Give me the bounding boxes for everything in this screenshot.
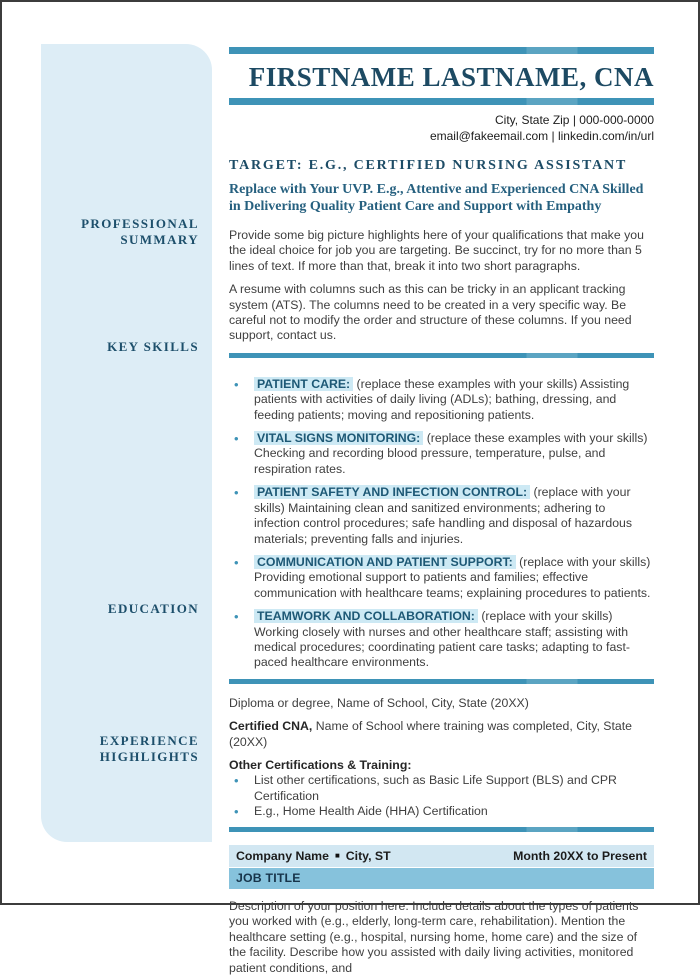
contact-block bbox=[229, 112, 654, 144]
skill-item bbox=[229, 609, 654, 671]
job-title-bar bbox=[229, 868, 654, 889]
skill-desc: (replace with your skills) Providing emotional support to patients and families; effective communication with healthcare teams; explaining procedures to patients. bbox=[254, 554, 651, 600]
summary-paragraph-2: A resume with columns such as this can be tricky in an applicant tracking system (ATS). The columns need to be created in a very specific way. Be careful not to modify the order and structure of these columns. If you need support, contact us. bbox=[229, 282, 632, 343]
skill-text bbox=[254, 555, 654, 601]
skill-item bbox=[229, 485, 654, 547]
section-divider bbox=[229, 353, 654, 358]
other-certifications-heading: Other Certifications & Training: bbox=[229, 757, 412, 772]
skill-desc: (replace with your skills) Maintaining clean and sanitized environments; adhering to infection control procedures; safe handling and disposal of hazardous materials; preventing falls and injuries. bbox=[254, 485, 633, 546]
bullet-icon: • bbox=[234, 803, 239, 819]
education-certified-detail: Name of School where training was completed, City, State (20XX) bbox=[229, 719, 633, 749]
skill-text bbox=[254, 377, 654, 423]
certification-text: E.g., Home Health Aide (HHA) Certification bbox=[254, 803, 488, 818]
employment-dates: Month 20XX to Present bbox=[513, 848, 647, 863]
company-location: City, ST bbox=[345, 848, 391, 863]
skill-desc: (replace these examples with your skills) Assisting patients with activities of daily living (ADLs); bathing, dressing, and feeding patients; moving and repositioning patients. bbox=[254, 376, 630, 422]
education-degree-line: Diploma or degree, Name of School, City, State (20XX) bbox=[229, 695, 529, 710]
skill-text bbox=[254, 609, 654, 671]
target-heading: TARGET: E.G., CERTIFIED NURSING ASSISTANT bbox=[229, 158, 628, 173]
skill-name-highlight: TEAMWORK AND COLLABORATION: bbox=[254, 609, 478, 623]
skill-desc: (replace with your skills) Working closely with nurses and other healthcare staff; assisting with medical procedures; coordinating patient care tasks; adapting to fast-paced healthcare environments. bbox=[254, 609, 630, 670]
bullet-icon: • bbox=[234, 609, 239, 625]
skill-name-highlight: VITAL SIGNS MONITORING: bbox=[254, 431, 423, 445]
skill-item bbox=[229, 431, 654, 477]
bullet-icon: • bbox=[234, 431, 239, 447]
experience-company-bar bbox=[229, 845, 654, 867]
summary-paragraph-1: Provide some big picture highlights here of your qualifications that make you the ideal choice for job you are targeting. Be succinct, try for no more than 5 lines of text. If more than that, break it into two short paragraphs. bbox=[229, 228, 644, 273]
sidebar bbox=[41, 44, 212, 842]
square-separator-icon: ■ bbox=[334, 850, 340, 860]
section-divider bbox=[229, 827, 654, 832]
certifications-list bbox=[229, 773, 654, 819]
company-name-location bbox=[236, 849, 391, 863]
header-top-rule bbox=[229, 47, 654, 54]
sidebar-item-key-skills: KEY SKILLS bbox=[107, 339, 199, 354]
skill-item bbox=[229, 555, 654, 601]
bullet-icon: • bbox=[234, 554, 239, 570]
contact-location-phone: City, State Zip | 000-000-0000 bbox=[495, 113, 654, 127]
page-title: FIRSTNAME LASTNAME, CNA bbox=[248, 62, 654, 92]
skill-name-highlight: COMMUNICATION AND PATIENT SUPPORT: bbox=[254, 555, 516, 569]
company-name: Company Name bbox=[236, 848, 329, 863]
list-item bbox=[229, 773, 654, 803]
list-item bbox=[229, 804, 654, 819]
certification-text: List other certifications, such as Basic Life Support (BLS) and CPR Certification bbox=[254, 773, 617, 803]
experience-description: Description of your position here. Include details about the types of patients you worked with (e.g., elderly, long-term care, rehabilitation). Mention the healthcare setting (e.g., hospital, nursing home, home care) and the size of the facility. Describe how you assisted with daily living activities, monitored patient conditions, and bbox=[229, 898, 639, 975]
skill-text bbox=[254, 485, 654, 547]
skill-name-highlight: PATIENT SAFETY AND INFECTION CONTROL: bbox=[254, 485, 530, 499]
bullet-icon: • bbox=[234, 485, 239, 501]
header-bottom-rule bbox=[229, 98, 654, 105]
skill-desc: (replace these examples with your skills) Checking and recording blood pressure, temperature, pulse, and respiration rates. bbox=[254, 431, 648, 476]
main-content bbox=[229, 2, 654, 976]
uvp-subheading: Replace with Your UVP. E.g., Attentive and Experienced CNA Skilled in Delivering Quality Patient Care and Support with Empathy bbox=[229, 182, 644, 214]
sidebar-item-professional-summary: PROFESSIONAL SUMMARY bbox=[81, 216, 199, 247]
education-certified-line bbox=[229, 719, 654, 750]
section-divider bbox=[229, 679, 654, 684]
skill-name-highlight: PATIENT CARE: bbox=[254, 377, 353, 391]
contact-email-linkedin: email@fakeemail.com | linkedin.com/in/url bbox=[429, 129, 654, 143]
bullet-icon: • bbox=[234, 376, 239, 392]
bullet-icon: • bbox=[234, 773, 239, 789]
skill-text bbox=[254, 431, 654, 477]
key-skills-list bbox=[229, 377, 654, 671]
sidebar-item-experience-highlights: EXPERIENCE HIGHLIGHTS bbox=[99, 733, 199, 764]
sidebar-item-education: EDUCATION bbox=[107, 601, 199, 616]
job-title: JOB TITLE bbox=[236, 871, 301, 886]
skill-item bbox=[229, 377, 654, 423]
education-certified-label: Certified CNA, bbox=[229, 719, 313, 734]
